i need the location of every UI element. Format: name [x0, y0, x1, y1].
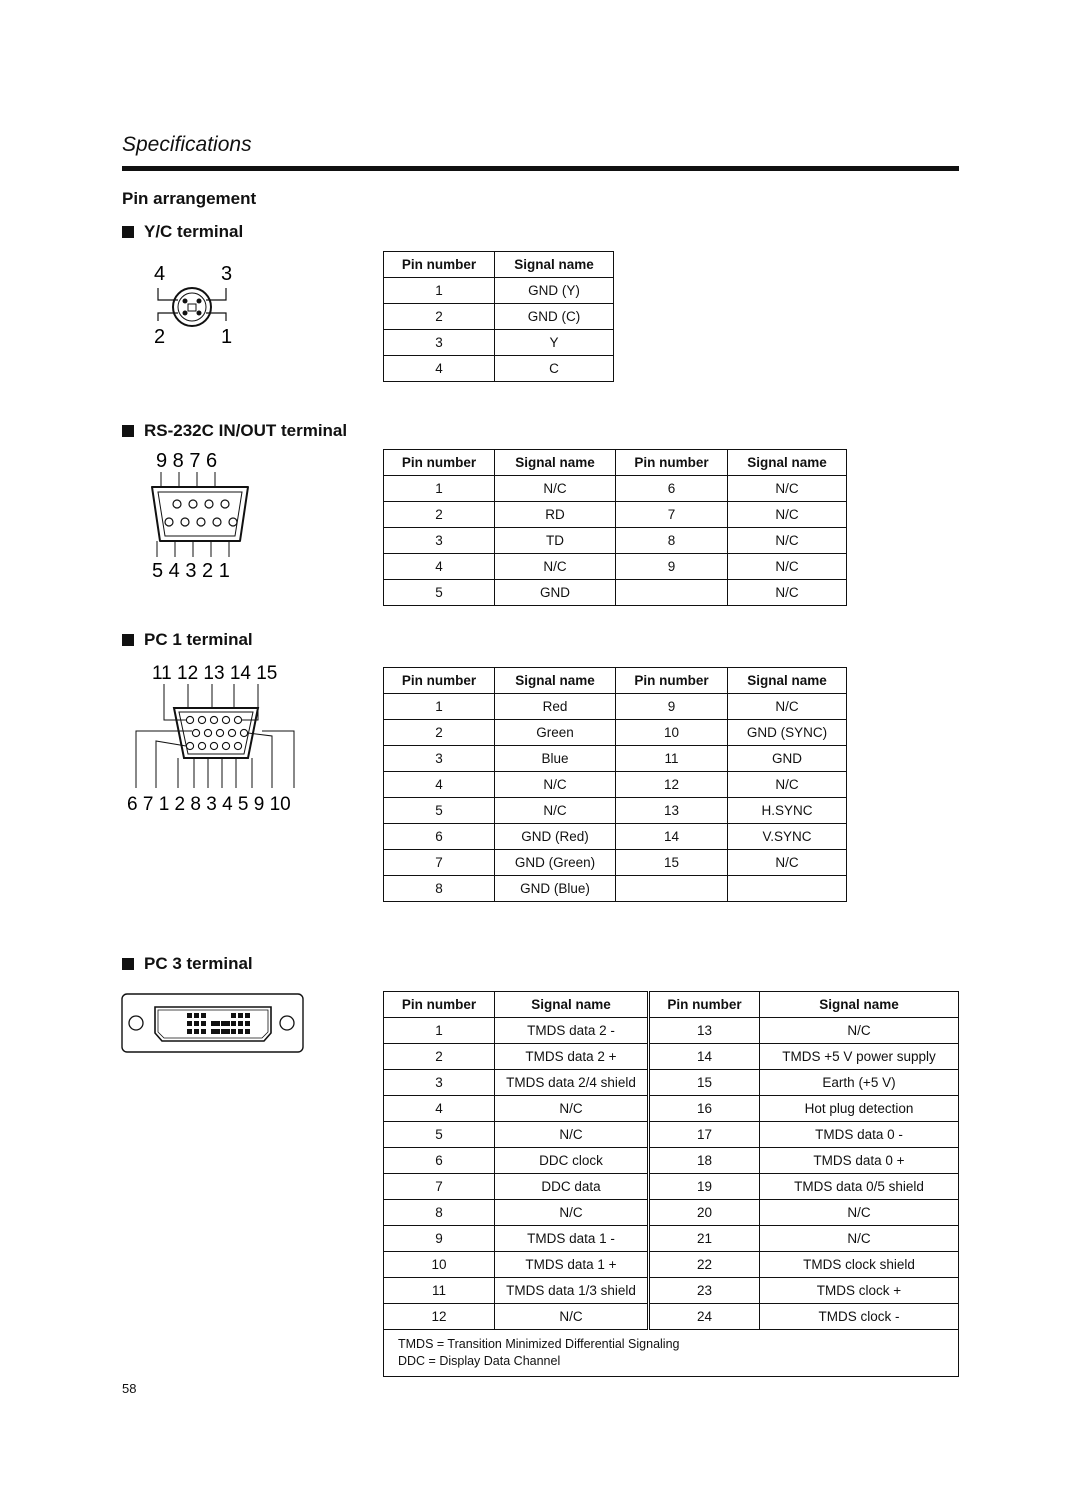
table-row: 6 DDC clock 18 TMDS data 0 + — [384, 1148, 959, 1174]
rs232c-top-labels: 9 8 7 6 — [156, 450, 218, 472]
bullet-square-icon — [122, 226, 134, 238]
note-tmds: TMDS = Transition Minimized Differential Signaling — [398, 1337, 680, 1351]
pc1-bottom-labels: 6 7 1 2 8 3 4 5 9 10 — [127, 794, 291, 815]
main-heading: Pin arrangement — [122, 189, 257, 208]
pc1-pin-table: Pin number Signal name Pin number Signal name 1 Red 9 N/C 2 Green 10 GND (SYNC) 3 Blue 11 GND 4 N/C 12 N/C 5 N/C 13 H.SYNC 6 GND (Red) 14 V.SYNC 7 GND (Green) 15 N/C 8 GND (Blue) — [383, 667, 847, 902]
table-row: 10 TMDS data 1 + 22 TMDS clock shield — [384, 1252, 959, 1278]
table-row: 3 TMDS data 2/4 shield 15 Earth (+5 V) — [384, 1070, 959, 1096]
section-title-yc: Y/C terminal — [122, 222, 243, 242]
table-row: 1 TMDS data 2 - 13 N/C — [384, 1018, 959, 1044]
table-row: 4 C — [384, 356, 614, 382]
pc1-connector-diagram — [122, 658, 312, 816]
bullet-square-icon — [122, 425, 134, 437]
table-row: 3 Blue 11 GND — [384, 746, 847, 772]
table-row: 2 RD 7 N/C — [384, 502, 847, 528]
table-row: 3 TD 8 N/C — [384, 528, 847, 554]
pc3-pin-table: Pin number Signal name Pin number Signal name 1 TMDS data 2 - 13 N/C 2 TMDS data 2 + 14 TMDS +5 V power supply 3 TMDS data 2/4 shield 15 Earth (+5 V) 4 N/C 16 Hot plug detection 5 N/C 17 TMDS data 0 - 6 DDC clock 18 TMDS data 0 + 7 DDC data 19 TMDS data 0/5 shield 8 N/C 20 N/C 9 TMDS data 1 - 21 N/C 10 TMDS data 1 + 22 TMDS clock shield 11 TMDS data 1/3 shield 23 TMDS clock + 12 N/C 24 TMDS clock - TMDS = Transition Minimized Differential Signaling DDC = Display Data Channel — [383, 991, 959, 1377]
table-row: 5 N/C 13 H.SYNC — [384, 798, 847, 824]
yc-pin-label: 1 — [221, 326, 233, 348]
table-row: 8 GND (Blue) — [384, 876, 847, 902]
table-row: 12 N/C 24 TMDS clock - — [384, 1304, 959, 1330]
table-row: 2 TMDS data 2 + 14 TMDS +5 V power supply — [384, 1044, 959, 1070]
table-row: 1 GND (Y) — [384, 278, 614, 304]
table-row: 2 Green 10 GND (SYNC) — [384, 720, 847, 746]
section-title-pc3: PC 3 terminal — [122, 954, 253, 974]
yc-pin-label: 4 — [154, 263, 166, 285]
table-row: 9 TMDS data 1 - 21 N/C — [384, 1226, 959, 1252]
table-row: 7 GND (Green) 15 N/C — [384, 850, 847, 876]
table-row: 5 GND N/C — [384, 580, 847, 606]
pc3-dvi-connector-diagram — [121, 993, 305, 1055]
yc-pin-label: 2 — [154, 326, 166, 348]
table-row: 1 Red 9 N/C — [384, 694, 847, 720]
header-rule — [122, 166, 959, 171]
table-notes — [384, 1330, 959, 1377]
table-row: 5 N/C 17 TMDS data 0 - — [384, 1122, 959, 1148]
table-row: 6 GND (Red) 14 V.SYNC — [384, 824, 847, 850]
table-row: 4 N/C 12 N/C — [384, 772, 847, 798]
rs232c-bottom-labels: 5 4 3 2 1 — [152, 560, 230, 582]
table-row: 4 N/C 16 Hot plug detection — [384, 1096, 959, 1122]
section-title-pc1: PC 1 terminal — [122, 630, 253, 650]
yc-pin-table: Pin number Signal name 1 GND (Y) 2 GND (C) 3 Y 4 C — [383, 251, 614, 382]
table-row: 1 N/C 6 N/C — [384, 476, 847, 502]
rs232c-connector-diagram — [140, 443, 280, 583]
section-title-rs232c: RS-232C IN/OUT terminal — [122, 421, 347, 441]
table-row: 2 GND (C) — [384, 304, 614, 330]
bullet-square-icon — [122, 958, 134, 970]
yc-pin-label: 3 — [221, 263, 233, 285]
note-ddc: DDC = Display Data Channel — [398, 1354, 561, 1368]
table-row: 11 TMDS data 1/3 shield 23 TMDS clock + — [384, 1278, 959, 1304]
table-row: 3 Y — [384, 330, 614, 356]
page-number: 58 — [122, 1381, 137, 1396]
table-row: 4 N/C 9 N/C — [384, 554, 847, 580]
table-row: 8 N/C 20 N/C — [384, 1200, 959, 1226]
rs232c-pin-table: Pin number Signal name Pin number Signal name 1 N/C 6 N/C 2 RD 7 N/C 3 TD 8 N/C 4 N/C 9 N/C 5 GND N/C — [383, 449, 847, 606]
page-header-title: Specifications — [122, 133, 252, 156]
bullet-square-icon — [122, 634, 134, 646]
pc1-top-labels: 11 12 13 14 15 — [152, 663, 278, 684]
table-row: 7 DDC data 19 TMDS data 0/5 shield — [384, 1174, 959, 1200]
yc-connector-diagram — [140, 258, 260, 353]
